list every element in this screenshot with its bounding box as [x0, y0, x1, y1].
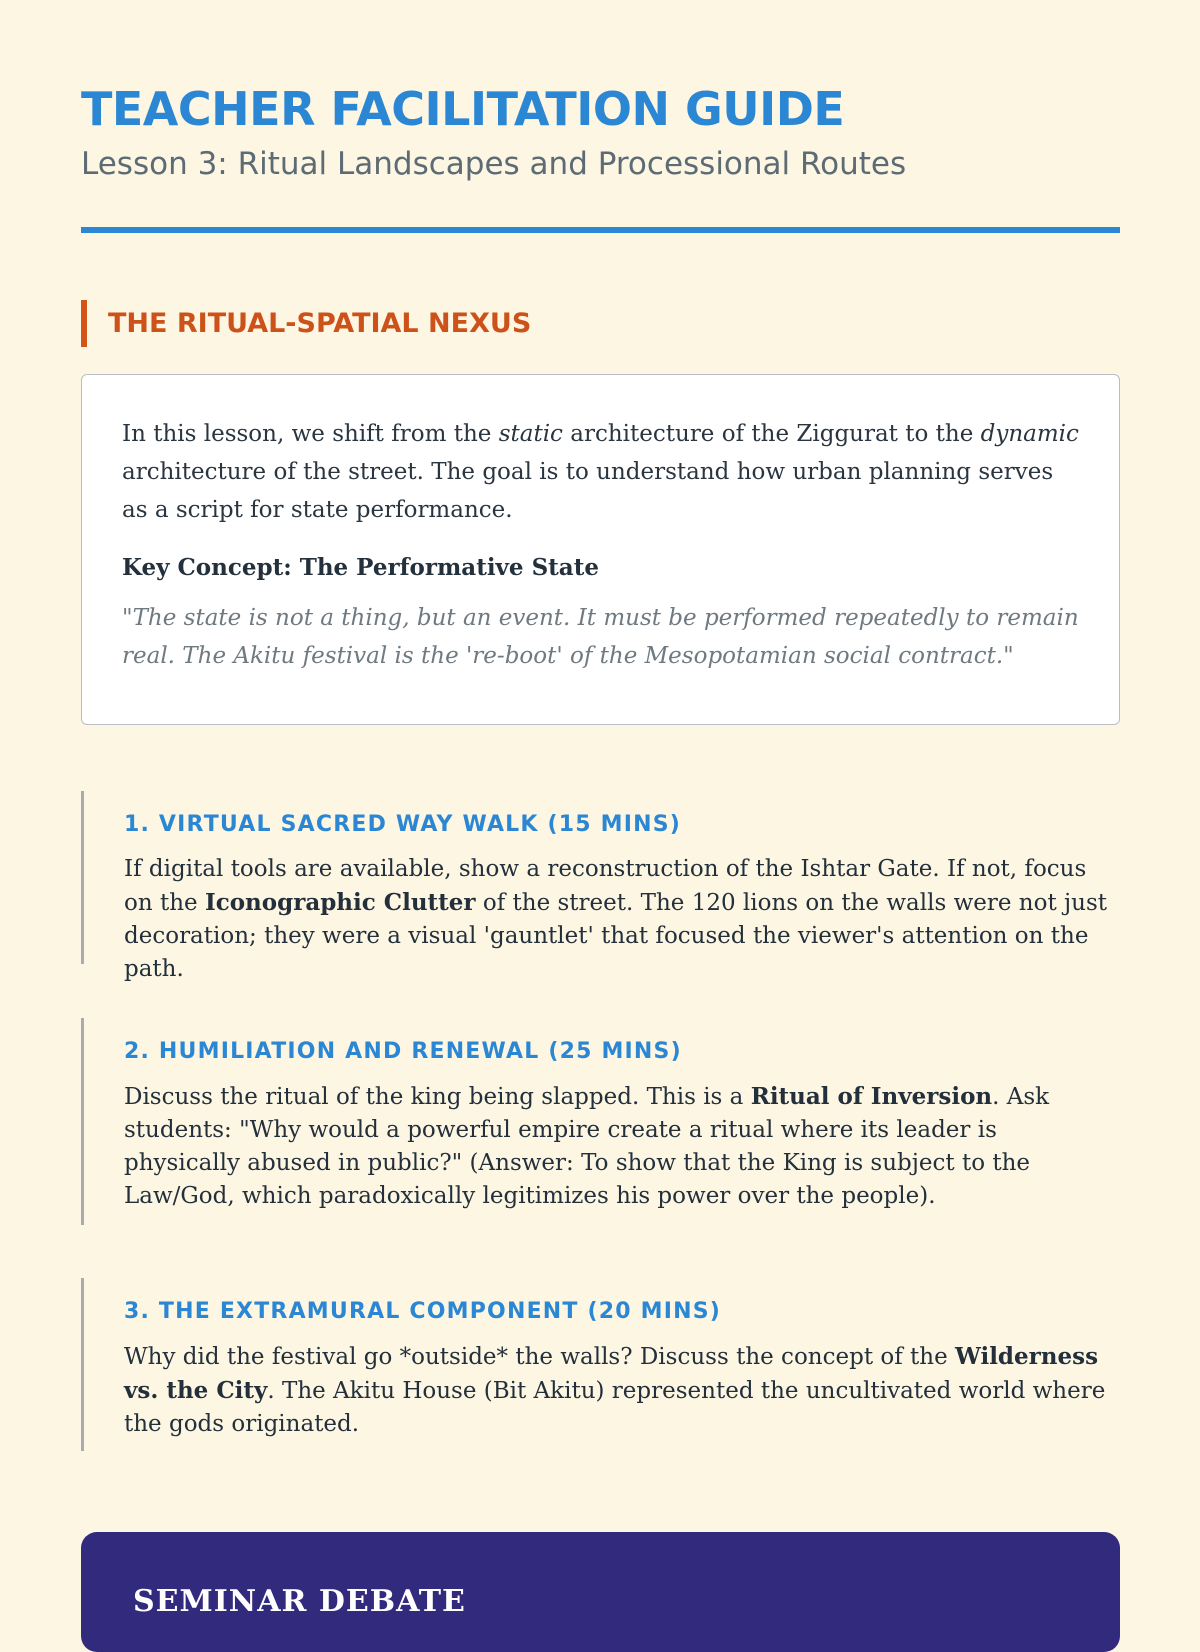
- intro-card: [81, 374, 1120, 725]
- key-concept-quote: "The state is not a thing, but an event. It must be performed repeatedly to remain real. The Akitu festival is the 're-boot' of the Mesopotamian social contract.": [122, 605, 1079, 669]
- intro-emphasis-static: static: [498, 421, 563, 447]
- activity-text-part: . Ask students: "Why would a powerful empire create a ritual where its leader is physically abused in public?" (Answer: To show that the King is subject to the Law/God, which paradoxically legitimizes his power over the people).: [124, 1084, 1050, 1209]
- activity-description: [124, 1340, 1120, 1441]
- activity-text-part: Why did the festival go *outside* the walls? Discuss the concept of the: [124, 1344, 956, 1370]
- header-divider: [81, 227, 1120, 233]
- seminar-heading: SEMINAR DEBATE: [133, 1584, 466, 1619]
- activity-title: 2. HUMILIATION AND RENEWAL (25 MINS): [124, 1039, 682, 1064]
- activity-title: 3. THE EXTRAMURAL COMPONENT (20 MINS): [124, 1299, 721, 1324]
- lesson-subtitle: Lesson 3: Ritual Landscapes and Processional Routes: [81, 146, 907, 182]
- activity-title: 1. VIRTUAL SACRED WAY WALK (15 MINS): [124, 812, 682, 837]
- seminar-debate-card: [81, 1532, 1120, 1652]
- activity-key-term: Iconographic Clutter: [204, 889, 476, 916]
- intro-paragraph: [122, 415, 1079, 529]
- activity-text-part: . The Akitu House (Bit Akitu) represented the uncultivated world where the gods originated.: [124, 1378, 1106, 1437]
- activity-block: [81, 1018, 1120, 1225]
- activity-text-part: Discuss the ritual of the king being slapped. This is a: [124, 1084, 751, 1110]
- activity-block: [81, 1278, 1120, 1451]
- activity-description: [124, 853, 1120, 986]
- key-concept-label: Key Concept: The Performative State: [122, 554, 599, 581]
- intro-text-part: architecture of the Ziggurat to the: [562, 421, 981, 447]
- intro-text-part: architecture of the street. The goal is to understand how urban planning serves as a script for state performance.: [122, 459, 1054, 523]
- section-heading: THE RITUAL-SPATIAL NEXUS: [81, 300, 531, 347]
- activity-description: [124, 1080, 1120, 1213]
- activity-key-term: Wilderness vs. the City: [124, 1343, 1099, 1404]
- intro-text-part: In this lesson, we shift from the: [122, 421, 499, 447]
- page-title: TEACHER FACILITATION GUIDE: [81, 82, 845, 136]
- activity-key-term: Ritual of Inversion: [750, 1083, 993, 1110]
- activity-block: [81, 791, 1120, 982]
- intro-emphasis-dynamic: dynamic: [980, 421, 1079, 447]
- activity-text-part: of the street. The 120 lions on the walls were not just decoration; they were a visual 'gauntlet' that focused the viewer's attention on the path.: [124, 890, 1108, 982]
- activity-text-part: If digital tools are available, show a reconstruction of the Ishtar Gate. If not, focus on the: [124, 856, 1087, 916]
